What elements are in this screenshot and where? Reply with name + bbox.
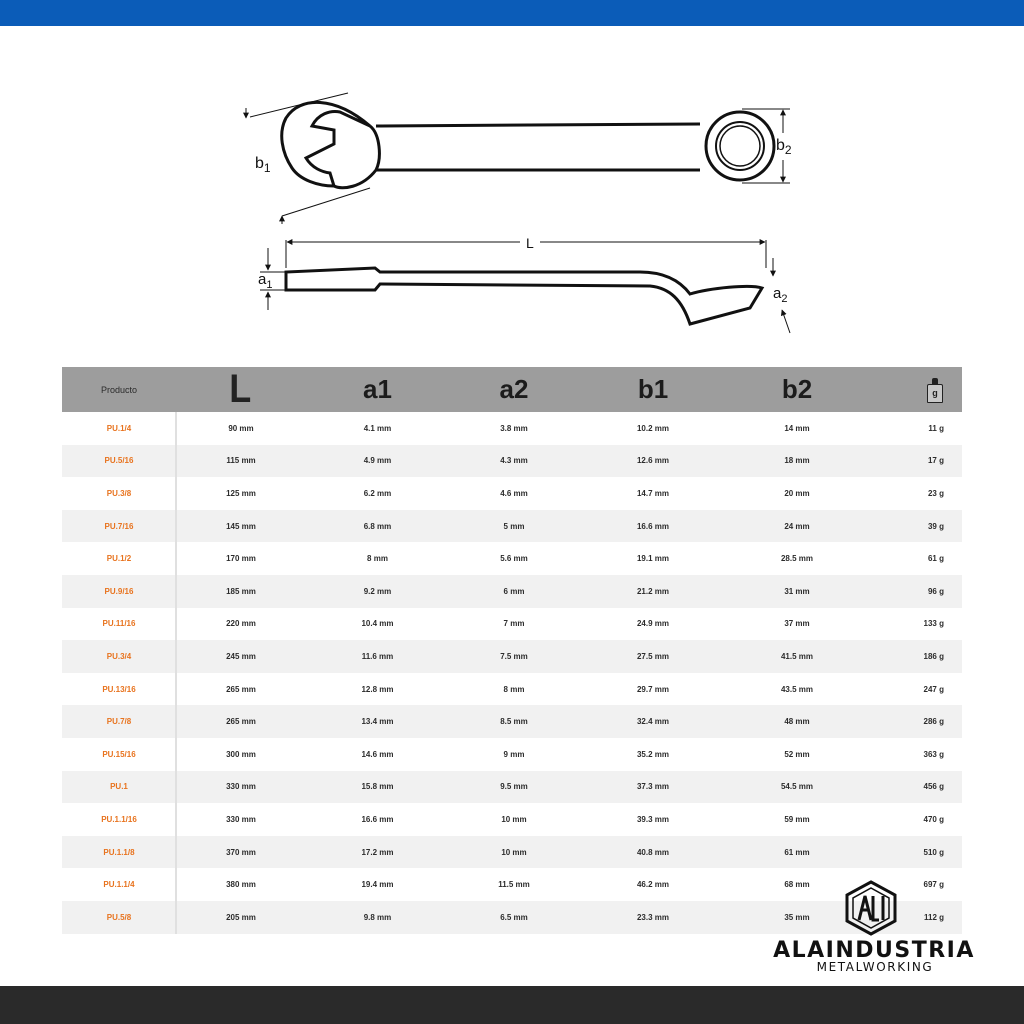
header-b1: b1 <box>637 374 669 404</box>
cell-product: PU.3/8 <box>106 488 132 498</box>
cell-l: 300 mm <box>226 749 256 759</box>
table-row <box>62 542 962 575</box>
header-weight <box>867 377 962 403</box>
cell-g: 39 g <box>927 521 944 531</box>
cell-g: 23 g <box>927 488 944 498</box>
cell-b1: 14.7 mm <box>636 488 670 498</box>
cell-a1: 6.8 mm <box>363 521 392 531</box>
header-a2: a2 <box>499 374 529 404</box>
cell-l: 170 mm <box>226 554 256 564</box>
table-row <box>62 477 962 510</box>
spec-table <box>62 367 962 934</box>
cell-g: 456 g <box>923 782 944 792</box>
cell-l: 330 mm <box>226 782 256 792</box>
cell-l: 220 mm <box>226 619 256 629</box>
cell-a2: 5.6 mm <box>500 554 528 564</box>
cell-a2: 8 mm <box>503 684 525 694</box>
cell-a1: 4.1 mm <box>363 423 392 433</box>
cell-b2: 18 mm <box>784 456 810 466</box>
cell-g: 61 g <box>927 554 944 564</box>
cell-b1: 24.9 mm <box>636 619 670 629</box>
cell-l: 115 mm <box>226 456 256 466</box>
cell-l: 125 mm <box>226 488 256 498</box>
cell-g: 363 g <box>923 749 944 759</box>
column-divider <box>175 412 177 934</box>
cell-product: PU.7/8 <box>106 717 132 727</box>
cell-product: PU.1/4 <box>106 423 132 433</box>
cell-b1: 37.3 mm <box>636 782 670 792</box>
table-row <box>62 575 962 608</box>
cell-product: PU.9/16 <box>104 586 134 596</box>
cell-b1: 16.6 mm <box>636 521 670 531</box>
cell-l: 265 mm <box>226 684 256 694</box>
wrench-top-view <box>282 102 774 187</box>
table-body <box>62 412 962 934</box>
table-header <box>62 367 962 412</box>
cell-product: PU.1.1/8 <box>103 847 135 857</box>
cell-l: 265 mm <box>226 717 256 727</box>
header-a1: a1 <box>363 374 392 404</box>
cell-l: 370 mm <box>226 847 256 857</box>
table-row <box>62 836 962 869</box>
cell-b2: 59 mm <box>784 814 810 824</box>
cell-a2: 5 mm <box>503 521 525 531</box>
table-row <box>62 771 962 804</box>
cell-l: 205 mm <box>226 912 256 922</box>
cell-b2: 35 mm <box>784 912 810 922</box>
cell-a2: 8.5 mm <box>500 717 528 727</box>
cell-a1: 19.4 mm <box>361 880 394 890</box>
cell-g: 286 g <box>923 717 944 727</box>
cell-g: 247 g <box>923 684 944 694</box>
cell-g: 470 g <box>923 814 944 824</box>
label-a1: $a_1$ <box>258 271 273 291</box>
cell-b2: 48 mm <box>784 717 810 727</box>
cell-a2: 3.8 mm <box>500 423 528 433</box>
table-row <box>62 673 962 706</box>
cell-b1: 46.2 mm <box>636 880 670 890</box>
header-b2: b2 <box>781 374 813 404</box>
table-row <box>62 803 962 836</box>
cell-b1: 10.2 mm <box>636 423 670 433</box>
cell-product: PU.5/16 <box>104 456 134 466</box>
cell-g: 510 g <box>923 847 944 857</box>
cell-a1: 8 mm <box>367 554 388 564</box>
table-row <box>62 640 962 673</box>
cell-a1: 11.6 mm <box>361 651 394 661</box>
cell-b1: 21.2 mm <box>636 586 670 596</box>
label-b2: $b_2$ <box>776 137 792 157</box>
label-a2: $a_2$ <box>773 285 788 305</box>
cell-b2: 41.5 mm <box>780 651 814 661</box>
cell-l: 145 mm <box>226 521 256 531</box>
cell-a1: 10.4 mm <box>361 619 394 629</box>
cell-b1: 29.7 mm <box>636 684 670 694</box>
cell-a2: 11.5 mm <box>498 880 530 890</box>
cell-a1: 16.6 mm <box>361 814 394 824</box>
table-row <box>62 412 962 445</box>
wrench-diagram-svg <box>230 88 810 343</box>
cell-b1: 35.2 mm <box>636 749 670 759</box>
cell-b2: 24 mm <box>784 521 810 531</box>
table-row <box>62 510 962 543</box>
cell-b1: 27.5 mm <box>636 651 670 661</box>
cell-b2: 20 mm <box>784 488 810 498</box>
cell-a1: 12.8 mm <box>361 684 394 694</box>
logo-mark-icon <box>843 880 899 936</box>
cell-a2: 6.5 mm <box>500 912 528 922</box>
cell-b1: 32.4 mm <box>636 717 670 727</box>
cell-a2: 4.6 mm <box>500 488 528 498</box>
cell-a1: 14.6 mm <box>361 749 394 759</box>
cell-product: PU.3/4 <box>106 651 132 661</box>
cell-product: PU.15/16 <box>102 749 136 759</box>
cell-a1: 15.8 mm <box>361 782 394 792</box>
cell-a2: 9.5 mm <box>500 782 528 792</box>
cell-product: PU.1/2 <box>106 554 132 564</box>
cell-b2: 37 mm <box>784 619 810 629</box>
cell-a2: 10 mm <box>501 847 527 857</box>
cell-a1: 17.2 mm <box>361 847 394 857</box>
cell-product: PU.11/16 <box>102 619 136 629</box>
cell-b2: 61 mm <box>784 847 810 857</box>
cell-b1: 23.3 mm <box>636 912 670 922</box>
cell-product: PU.7/16 <box>104 521 134 531</box>
cell-a2: 10 mm <box>501 814 527 824</box>
wrench-technical-drawing <box>230 88 810 343</box>
cell-a2: 7.5 mm <box>500 651 528 661</box>
logo-name: ALAINDUSTRIA <box>773 938 975 963</box>
cell-b1: 12.6 mm <box>636 456 670 466</box>
cell-a2: 6 mm <box>503 586 525 596</box>
cell-b2: 43.5 mm <box>780 684 814 694</box>
cell-product: PU.1.1/16 <box>101 814 137 824</box>
cell-b2: 52 mm <box>784 749 810 759</box>
cell-a1: 4.9 mm <box>363 456 392 466</box>
cell-g: 186 g <box>923 651 944 661</box>
cell-b1: 39.3 mm <box>636 814 670 824</box>
table-row <box>62 445 962 478</box>
table-row <box>62 738 962 771</box>
cell-b1: 40.8 mm <box>636 847 670 857</box>
cell-a1: 13.4 mm <box>361 717 394 727</box>
cell-b2: 68 mm <box>784 880 810 890</box>
weight-icon: g <box>926 377 944 403</box>
table-row <box>62 705 962 738</box>
cell-l: 90 mm <box>228 423 254 433</box>
cell-g: 96 g <box>927 586 944 596</box>
cell-a1: 9.2 mm <box>363 586 392 596</box>
cell-l: 330 mm <box>226 814 256 824</box>
cell-g: 133 g <box>923 619 944 629</box>
cell-product: PU.13/16 <box>102 684 136 694</box>
cell-g: 112 g <box>923 912 944 922</box>
cell-product: PU.5/8 <box>106 912 132 922</box>
cell-a1: 6.2 mm <box>363 488 392 498</box>
cell-product: PU.1 <box>110 782 128 792</box>
cell-a2: 7 mm <box>503 619 525 629</box>
cell-b2: 54.5 mm <box>780 782 814 792</box>
cell-product: PU.1.1/4 <box>103 880 135 890</box>
cell-l: 185 mm <box>226 586 256 596</box>
label-b1: $b_1$ <box>255 155 271 175</box>
cell-l: 245 mm <box>226 651 256 661</box>
header-length: L <box>229 367 252 411</box>
cell-a2: 9 mm <box>503 749 525 759</box>
cell-b2: 31 mm <box>784 586 810 596</box>
label-L: L <box>526 235 534 251</box>
logo-subtitle: METALWORKING <box>816 960 934 974</box>
cell-b2: 14 mm <box>784 423 810 433</box>
top-accent-bar <box>0 0 1024 26</box>
company-logo <box>760 880 988 975</box>
cell-b2: 28.5 mm <box>780 554 814 564</box>
wrench-side-view <box>286 268 762 324</box>
cell-g: 11 g <box>928 423 944 433</box>
cell-l: 380 mm <box>226 880 256 890</box>
bottom-footer-bar <box>0 986 1024 1024</box>
cell-g: 17 g <box>927 456 944 466</box>
cell-a2: 4.3 mm <box>500 456 528 466</box>
cell-b1: 19.1 mm <box>636 554 670 564</box>
header-product: Producto <box>100 384 138 395</box>
table-row <box>62 608 962 641</box>
cell-g: 697 g <box>923 880 944 890</box>
cell-a1: 9.8 mm <box>363 912 392 922</box>
